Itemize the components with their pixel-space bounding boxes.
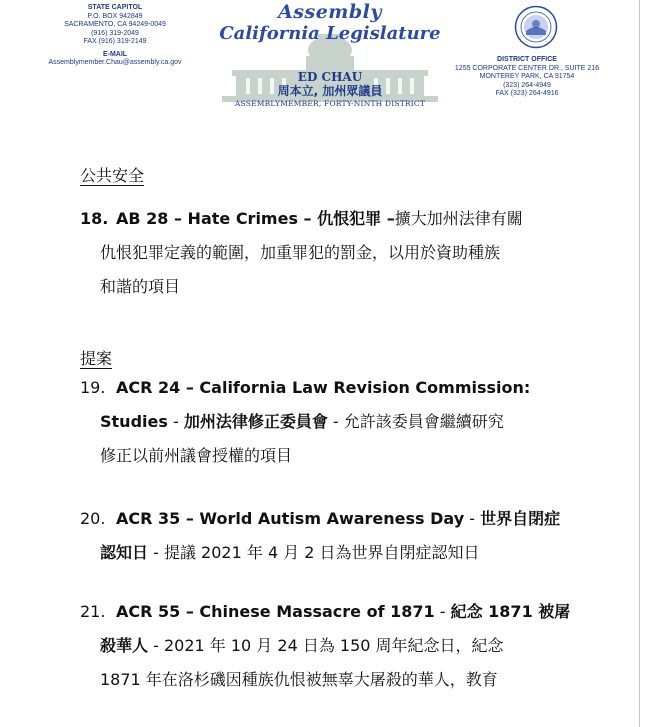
capitol-line: P.O. BOX 942849 bbox=[87, 12, 143, 20]
bill-description: 修正以前州議會授權的項目 bbox=[100, 446, 293, 465]
capitol-line: FAX (916) 319-2149 bbox=[83, 38, 147, 45]
section-heading-public-safety: 公共安全 bbox=[80, 166, 145, 185]
bill-title-chinese: 認知日 bbox=[100, 543, 149, 562]
bill-description: 仇恨犯罪定義的範圍，加重罪犯的罰金，以用於資助種族 bbox=[100, 243, 501, 262]
separator: - bbox=[167, 412, 184, 431]
district-office-address bbox=[452, 56, 602, 99]
district-line: (323) 264-4949 bbox=[503, 81, 551, 89]
separator: - bbox=[434, 602, 451, 621]
bill-item-19 bbox=[80, 371, 580, 473]
bill-description: 1871 年在洛杉磯因種族仇恨被無辜大屠殺的華人，教育 bbox=[100, 670, 498, 689]
bill-title-chinese: 殺華人 bbox=[100, 636, 149, 655]
item-number: 18. bbox=[80, 209, 109, 228]
district-line: FAX (323) 264-4916 bbox=[495, 90, 559, 97]
bill-title: ACR 55 – Chinese Massacre of 1871 bbox=[116, 602, 435, 621]
bill-item-20 bbox=[80, 502, 580, 570]
member-name-chinese: 周本立, 加州眾議員 bbox=[277, 84, 383, 98]
state-capitol-address bbox=[40, 4, 190, 68]
bill-title-chinese: 紀念 1871 被屠 bbox=[450, 602, 571, 621]
capitol-title: STATE CAPITOL bbox=[87, 4, 143, 11]
bill-title: AB 28 – Hate Crimes – 仇恨犯罪 – bbox=[116, 209, 395, 228]
member-title: ASSEMBLYMEMBER, FORTY-NINTH DISTRICT bbox=[234, 99, 426, 108]
item-number: 21. bbox=[80, 602, 106, 621]
district-title: DISTRICT OFFICE bbox=[497, 56, 557, 63]
page-edge bbox=[639, 0, 644, 727]
bill-title: ACR 24 – California Law Revision Commission: bbox=[116, 378, 531, 397]
bill-title: Studies bbox=[100, 412, 168, 431]
state-seal-icon bbox=[514, 5, 558, 49]
email-title: E-MAIL bbox=[102, 50, 128, 58]
bill-description: - 提議 2021 年 4 月 2 日為世界自閉症認知日 bbox=[148, 543, 480, 562]
capitol-line: (916) 319-2049 bbox=[91, 29, 139, 37]
bill-description: - 2021 年 10 月 24 日為 150 周年紀念日，紀念 bbox=[148, 636, 504, 655]
member-name: ED CHAU bbox=[297, 70, 363, 84]
legislature-title: California Legislature bbox=[219, 23, 441, 44]
bill-description: 和諧的項目 bbox=[100, 277, 181, 296]
item-number: 20. bbox=[80, 509, 106, 528]
assembly-title: Assembly bbox=[278, 1, 382, 23]
email-address: Assemblymember.Chau@assembly.ca.gov bbox=[48, 59, 182, 66]
bill-title-chinese: 世界自閉症 bbox=[480, 509, 561, 528]
separator: - bbox=[464, 509, 481, 528]
bill-title: ACR 35 – World Autism Awareness Day bbox=[116, 509, 465, 528]
bill-item-18 bbox=[80, 202, 580, 304]
bill-description: 擴大加州法律有關 bbox=[394, 209, 523, 228]
bill-description: - 允許該委員會繼續研究 bbox=[327, 412, 504, 431]
capitol-line: SACRAMENTO, CA 94249-0049 bbox=[64, 21, 166, 28]
section-heading-resolutions: 提案 bbox=[80, 349, 113, 368]
letterhead-center bbox=[200, 2, 460, 120]
bill-title-chinese: 加州法律修正委員會 bbox=[183, 412, 328, 431]
district-line: 1255 CORPORATE CENTER DR., SUITE 216 bbox=[454, 64, 600, 72]
district-line: MONTEREY PARK, CA 91754 bbox=[479, 73, 575, 80]
bill-item-21 bbox=[80, 595, 580, 697]
item-number: 19. bbox=[80, 378, 106, 397]
